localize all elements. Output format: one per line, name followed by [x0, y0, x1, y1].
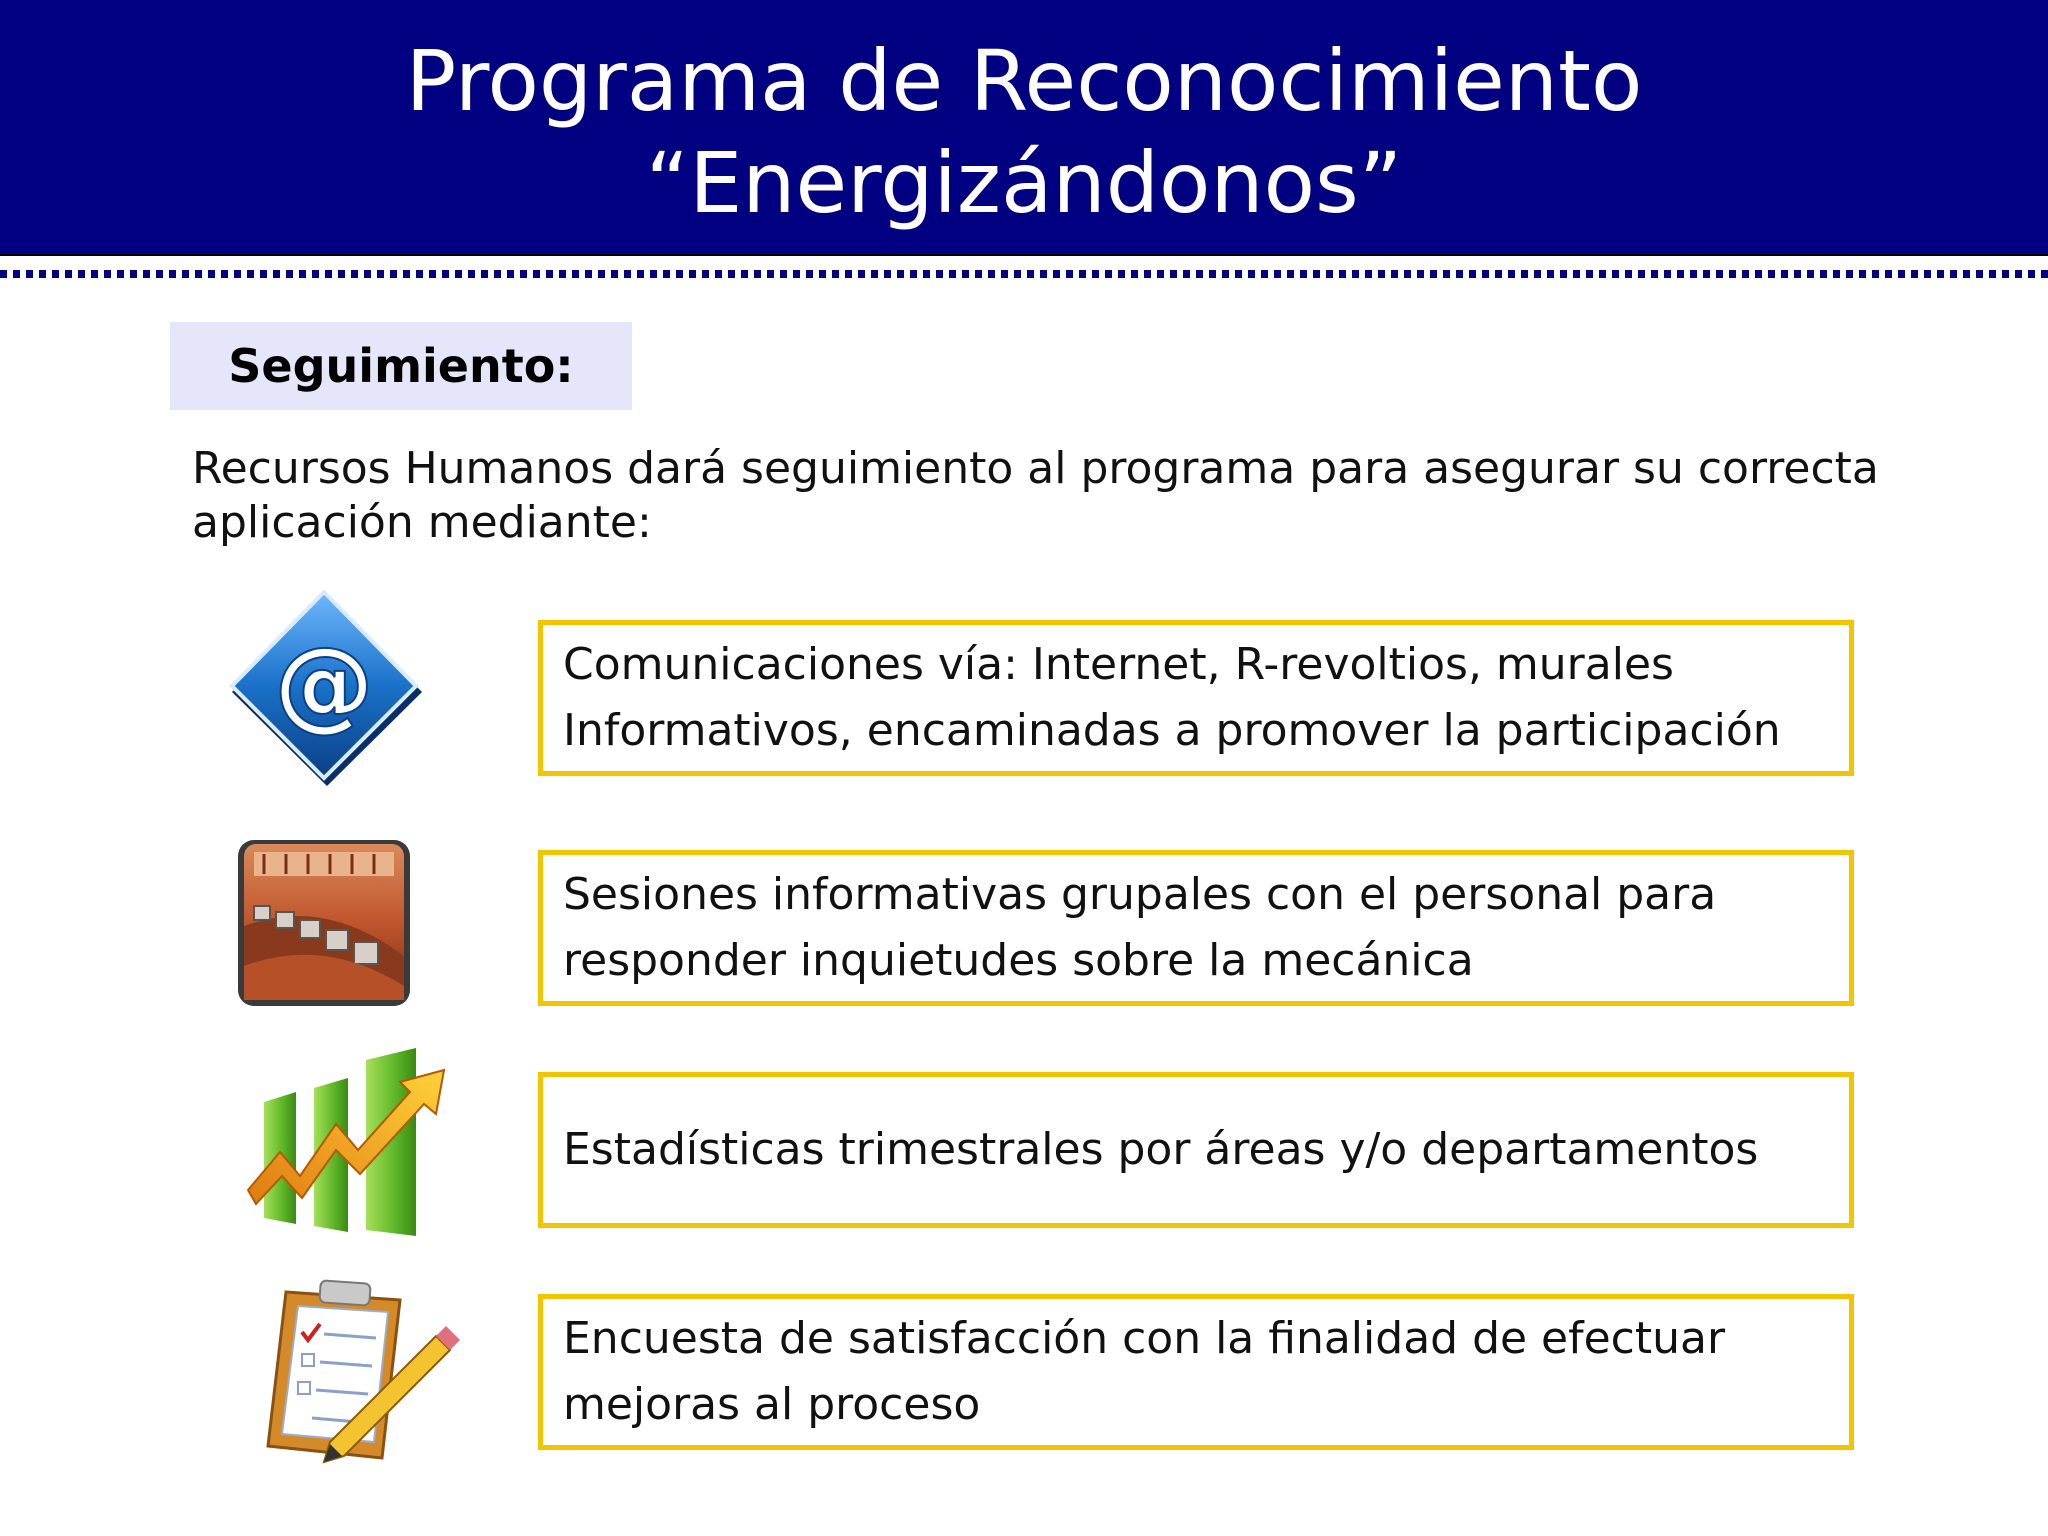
- meeting-room-icon: [234, 836, 454, 1036]
- title-bar: [0, 0, 2048, 256]
- item-text: Encuesta de satisfacción con la finalidad de efectuar mejoras al proceso: [563, 1313, 1726, 1430]
- item-text: Sesiones informativas grupales con el personal para responder inquietudes sobre la mecánica: [563, 869, 1717, 986]
- item-box-comunicaciones: [538, 620, 1854, 776]
- email-at-icon: [212, 580, 432, 780]
- slide-title: Programa de Reconocimiento “Energizándonos”: [405, 32, 1643, 232]
- intro-text: Recursos Humanos dará seguimiento al programa para asegurar su correcta aplicación mediante:: [192, 443, 1879, 548]
- item-text: Estadísticas trimestrales por áreas y/o departamentos: [563, 1124, 1759, 1175]
- svg-text:@: @: [274, 625, 374, 742]
- item-box-estadisticas: [538, 1072, 1854, 1228]
- dotted-divider: [0, 270, 2048, 278]
- item-text: Comunicaciones vía: Internet, R-revoltios, murales Informativos, encaminadas a promover la participación: [563, 639, 1781, 756]
- item-box-sesiones: [538, 850, 1854, 1006]
- item-box-encuesta: [538, 1294, 1854, 1450]
- clipboard-checklist-icon: [250, 1272, 470, 1472]
- section-label: Seguimiento:: [170, 322, 632, 410]
- growth-chart-icon: [240, 1040, 460, 1240]
